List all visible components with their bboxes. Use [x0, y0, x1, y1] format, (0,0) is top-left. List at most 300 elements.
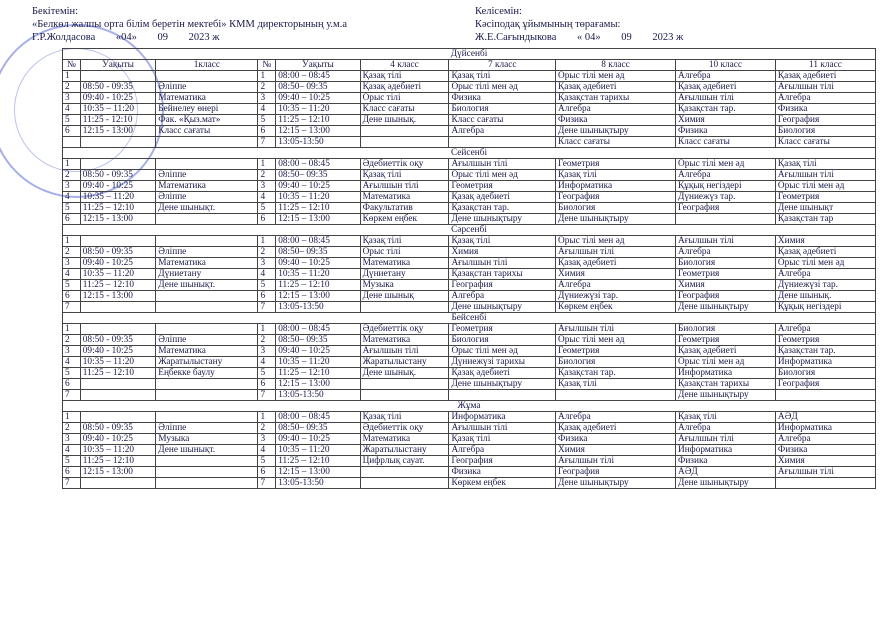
lesson-cell: Алгебра	[556, 104, 676, 115]
lesson-cell: Класс сағаты	[775, 137, 875, 148]
lesson-cell	[775, 390, 875, 401]
lesson-cell: Әліппе	[156, 423, 258, 434]
lesson-cell: Геометрия	[775, 335, 875, 346]
lesson-cell: География	[449, 280, 556, 291]
lesson-row	[63, 423, 876, 434]
lesson-cell: Дене шынықт.	[156, 445, 258, 456]
lesson-cell: 08:50 - 09:35	[80, 82, 156, 93]
lesson-cell: Физика	[556, 115, 676, 126]
lesson-cell: Биология	[775, 126, 875, 137]
lesson-cell: Қазақстан тар.	[449, 203, 556, 214]
lesson-cell: 12:15 – 13:00	[276, 379, 360, 390]
lesson-cell: 09:40 - 10:25	[80, 258, 156, 269]
lesson-cell: Алгебра	[675, 170, 775, 181]
lesson-cell: Музыка	[360, 280, 449, 291]
column-header: 1класс	[156, 60, 258, 71]
lesson-cell	[156, 137, 258, 148]
lesson-cell: 3	[63, 93, 81, 104]
lesson-cell: Дүниетану	[156, 269, 258, 280]
lesson-row	[63, 467, 876, 478]
lesson-cell: Орыс тілі	[360, 247, 449, 258]
lesson-row	[63, 258, 876, 269]
lesson-cell: Геометрия	[556, 346, 676, 357]
lesson-cell: Жаратылыстану	[156, 357, 258, 368]
agree-label: Келісемін:	[475, 6, 522, 17]
lesson-cell: 4	[258, 445, 276, 456]
lesson-cell: Алгебра	[775, 93, 875, 104]
lesson-cell: Әдебиеттік оқу	[360, 324, 449, 335]
lesson-cell	[556, 390, 676, 401]
lesson-cell: 4	[63, 104, 81, 115]
lesson-cell: Орыс тілі мен әд	[556, 236, 676, 247]
lesson-row	[63, 104, 876, 115]
lesson-cell	[80, 236, 156, 247]
lesson-cell: Геометрия	[775, 192, 875, 203]
lesson-cell: Қазақстан тар	[775, 214, 875, 225]
lesson-cell: Дене шынықт.	[156, 203, 258, 214]
lesson-cell: Қазақ әдебиеті	[449, 192, 556, 203]
lesson-row	[63, 93, 876, 104]
lesson-cell: Алгебра	[675, 423, 775, 434]
column-header: 8 класс	[556, 60, 676, 71]
lesson-cell: Әліппе	[156, 82, 258, 93]
lesson-cell: 08:50 - 09:35	[80, 335, 156, 346]
lesson-cell: Әліппе	[156, 192, 258, 203]
lesson-cell: 08:50 - 09:35	[80, 247, 156, 258]
lesson-cell: 09:40 – 10:25	[276, 346, 360, 357]
lesson-cell: Қазақстан тарихы	[675, 379, 775, 390]
lesson-cell: Орыс тілі мен әд	[775, 258, 875, 269]
lesson-cell	[80, 302, 156, 313]
lesson-cell: Ағылшын тілі	[449, 423, 556, 434]
lesson-row	[63, 247, 876, 258]
lesson-cell: 09:40 – 10:25	[276, 258, 360, 269]
lesson-cell: 2	[63, 423, 81, 434]
lesson-cell: 1	[258, 412, 276, 423]
lesson-cell: 3	[258, 346, 276, 357]
lesson-cell: География	[775, 115, 875, 126]
date-left-day: «04»	[115, 32, 137, 43]
lesson-cell: Алгебра	[449, 291, 556, 302]
lesson-cell: 3	[258, 258, 276, 269]
lesson-cell	[360, 302, 449, 313]
date-left-month: 09	[157, 32, 169, 43]
union-line: Кәсіподақ ұйымының төрағамы:	[475, 19, 621, 30]
lesson-cell: Информатика	[775, 423, 875, 434]
lesson-row	[63, 71, 876, 82]
lesson-cell: 6	[63, 291, 81, 302]
lesson-cell: Ағылшын тілі	[775, 467, 875, 478]
lesson-cell: Дене шынық	[360, 291, 449, 302]
lesson-cell: Орыс тілі мен әд	[675, 357, 775, 368]
lesson-cell: География	[449, 456, 556, 467]
lesson-cell	[80, 390, 156, 401]
lesson-row	[63, 368, 876, 379]
lesson-cell: 08:50 - 09:35	[80, 170, 156, 181]
director-name: Г.Р.Жолдасова	[32, 32, 96, 43]
lesson-cell: Қазақ тілі	[360, 71, 449, 82]
lesson-row	[63, 192, 876, 203]
lesson-cell: 6	[258, 467, 276, 478]
lesson-cell: Алгебра	[556, 280, 676, 291]
lesson-cell: 09:40 – 10:25	[276, 181, 360, 192]
lesson-cell	[156, 379, 258, 390]
lesson-cell: Ағылшын тілі	[556, 324, 676, 335]
lesson-cell: Қазақ әдебиеті	[556, 82, 676, 93]
lesson-cell: 7	[63, 390, 81, 401]
lesson-cell	[775, 478, 875, 489]
day-name: Жұма	[63, 401, 876, 412]
lesson-cell	[80, 412, 156, 423]
lesson-cell: Қазақ әдебиеті	[556, 423, 676, 434]
column-header: Уақыты	[80, 60, 156, 71]
lesson-row	[63, 379, 876, 390]
lesson-cell	[360, 390, 449, 401]
lesson-cell: Орыс тілі мен әд	[675, 159, 775, 170]
lesson-cell: 5	[258, 115, 276, 126]
lesson-cell: 7	[258, 390, 276, 401]
lesson-cell: Қазақ әдебиеті	[775, 247, 875, 258]
lesson-cell: Әліппе	[156, 170, 258, 181]
lesson-row	[63, 115, 876, 126]
lesson-cell: Музыка	[156, 434, 258, 445]
day-name: Дүйсенбі	[63, 49, 876, 60]
lesson-cell: 2	[63, 335, 81, 346]
lesson-cell: Дене шынықтыру	[556, 126, 676, 137]
lesson-cell: Дене шынықтыру	[556, 478, 676, 489]
lesson-cell: 11:25 – 12:10	[276, 115, 360, 126]
lesson-cell: 7	[258, 137, 276, 148]
lesson-cell: Геометрия	[449, 181, 556, 192]
lesson-row	[63, 181, 876, 192]
lesson-cell: 5	[63, 368, 81, 379]
lesson-cell: Информатика	[449, 412, 556, 423]
lesson-row	[63, 214, 876, 225]
column-header: Уақыты	[276, 60, 360, 71]
lesson-cell: 09:40 – 10:25	[276, 93, 360, 104]
lesson-cell: Еңбекке баулу	[156, 368, 258, 379]
lesson-cell: Класс сағаты	[556, 137, 676, 148]
lesson-cell: Алгебра	[449, 445, 556, 456]
lesson-cell: Ағылшын тілі	[360, 346, 449, 357]
lesson-cell: Қазақ тілі	[449, 434, 556, 445]
lesson-cell: 4	[63, 192, 81, 203]
lesson-cell: 4	[63, 269, 81, 280]
lesson-row	[63, 390, 876, 401]
lesson-cell: Математика	[156, 258, 258, 269]
lesson-cell: 2	[258, 423, 276, 434]
lesson-cell: 13:05-13:50	[276, 137, 360, 148]
lesson-cell: 1	[258, 324, 276, 335]
lesson-cell: 10:35 – 11:20	[276, 357, 360, 368]
union-name: Ж.Е.Сағындыкова	[475, 32, 557, 43]
lesson-cell: Қазақ әдебиеті	[675, 346, 775, 357]
lesson-cell: Орыс тілі	[360, 93, 449, 104]
lesson-cell: 10:35 – 11:20	[276, 104, 360, 115]
lesson-cell: Ағылшын тілі	[775, 82, 875, 93]
lesson-cell	[675, 214, 775, 225]
lesson-cell: 3	[63, 434, 81, 445]
lesson-cell: Математика	[360, 434, 449, 445]
lesson-cell: 3	[63, 258, 81, 269]
lesson-cell: 08:00 – 08:45	[276, 236, 360, 247]
lesson-cell: 7	[258, 478, 276, 489]
lesson-cell: 08:50– 09:35	[276, 335, 360, 346]
lesson-cell: География	[556, 192, 676, 203]
lesson-cell: Қазақ әдебиеті	[360, 82, 449, 93]
lesson-cell: 13:05-13:50	[276, 302, 360, 313]
lesson-cell	[80, 71, 156, 82]
lesson-cell: 2	[63, 247, 81, 258]
lesson-cell: 3	[63, 181, 81, 192]
lesson-cell: Ағылшын тілі	[675, 434, 775, 445]
day-header-row	[63, 148, 876, 159]
lesson-cell: Класс сағаты	[449, 115, 556, 126]
lesson-cell	[156, 159, 258, 170]
lesson-cell: Дүниежүзі тарихы	[449, 357, 556, 368]
lesson-cell: Дүниежүз тар.	[675, 192, 775, 203]
lesson-cell: 6	[258, 379, 276, 390]
lesson-cell: Алгебра	[675, 71, 775, 82]
lesson-cell: Дене шынық.	[360, 115, 449, 126]
lesson-cell: Физика	[675, 456, 775, 467]
lesson-cell: Қазақ тілі	[556, 379, 676, 390]
lesson-cell: 12:15 - 13:00	[80, 126, 156, 137]
lesson-cell: Химия	[449, 247, 556, 258]
lesson-row	[63, 82, 876, 93]
lesson-row	[63, 434, 876, 445]
lesson-cell: 11:25 – 12:10	[276, 368, 360, 379]
lesson-cell: Физика	[675, 126, 775, 137]
lesson-cell: Биология	[775, 368, 875, 379]
lesson-cell: Дене шынықтыру	[675, 478, 775, 489]
lesson-cell: 11:25 - 12:10	[80, 115, 156, 126]
lesson-cell: 10:35 – 11:20	[80, 104, 156, 115]
lesson-cell: Алгебра	[556, 412, 676, 423]
day-header-row	[63, 401, 876, 412]
lesson-cell: 13:05-13:50	[276, 390, 360, 401]
day-name: Сәрсенбі	[63, 225, 876, 236]
lesson-cell: 2	[258, 82, 276, 93]
lesson-cell	[360, 478, 449, 489]
lesson-cell: Дене шынықтыру	[449, 379, 556, 390]
lesson-cell: Дене шынық.	[360, 368, 449, 379]
lesson-cell: 2	[258, 335, 276, 346]
lesson-cell: 10:35 – 11:20	[80, 445, 156, 456]
lesson-cell: 10:35 – 11:20	[276, 445, 360, 456]
lesson-cell: 09:40 - 10:25	[80, 434, 156, 445]
lesson-row	[63, 456, 876, 467]
lesson-cell: Дене шынықтыру	[449, 214, 556, 225]
lesson-cell: Биология	[675, 324, 775, 335]
lesson-cell: 6	[63, 214, 81, 225]
lesson-cell: Жаратылыстану	[360, 357, 449, 368]
lesson-cell: 2	[258, 247, 276, 258]
day-header-row	[63, 225, 876, 236]
lesson-cell: Қазақ тілі	[360, 412, 449, 423]
lesson-cell: Дене шынықт.	[156, 280, 258, 291]
lesson-cell: Қазақ тілі	[360, 236, 449, 247]
lesson-cell: 3	[63, 346, 81, 357]
lesson-cell: Қазақ тілі	[449, 236, 556, 247]
lesson-cell: Орыс тілі мен әд	[556, 71, 676, 82]
lesson-cell: 5	[258, 456, 276, 467]
lesson-cell: 10:35 – 11:20	[80, 269, 156, 280]
lesson-cell: 12:15 - 13:00	[80, 467, 156, 478]
approve-label: Бекітемін:	[32, 6, 79, 17]
lesson-row	[63, 357, 876, 368]
day-header-row	[63, 49, 876, 60]
lesson-cell: Информатика	[675, 445, 775, 456]
lesson-cell: Геометрия	[675, 269, 775, 280]
lesson-cell: Қазақстан тарихы	[449, 269, 556, 280]
lesson-cell: Қазақстан тар.	[675, 104, 775, 115]
lesson-cell	[360, 379, 449, 390]
lesson-cell	[156, 412, 258, 423]
lesson-cell: 7	[63, 478, 81, 489]
lesson-cell: Химия	[675, 115, 775, 126]
lesson-row	[63, 324, 876, 335]
school-line: «Белкөл жалпы орта білім беретін мектебі» КММ директорының у.м.а	[32, 19, 347, 30]
lesson-cell	[156, 324, 258, 335]
lesson-cell: Дене шынықт	[775, 203, 875, 214]
lesson-cell: Дене шынық.	[775, 291, 875, 302]
lesson-row	[63, 269, 876, 280]
lesson-cell: География	[556, 467, 676, 478]
lesson-cell: 09:40 - 10:25	[80, 181, 156, 192]
lesson-cell: 4	[258, 357, 276, 368]
lesson-cell: 4	[258, 192, 276, 203]
lesson-cell: Ағылшын тілі	[449, 159, 556, 170]
lesson-cell: Биология	[556, 203, 676, 214]
lesson-cell: Бейнелеу өнері	[156, 104, 258, 115]
lesson-cell: Биология	[675, 258, 775, 269]
lesson-cell: Әдебиеттік оқу	[360, 423, 449, 434]
lesson-cell: Математика	[156, 181, 258, 192]
lesson-cell: 10:35 – 11:20	[276, 269, 360, 280]
lesson-row	[63, 478, 876, 489]
lesson-row	[63, 346, 876, 357]
lesson-cell: 10:35 – 11:20	[276, 192, 360, 203]
lesson-cell: Жаратылыстану	[360, 445, 449, 456]
column-header: 11 класс	[775, 60, 875, 71]
lesson-cell: Алгебра	[775, 434, 875, 445]
lesson-cell: 10:35 – 11:20	[80, 192, 156, 203]
lesson-cell: Математика	[360, 192, 449, 203]
lesson-cell: 13:05-13:50	[276, 478, 360, 489]
lesson-row	[63, 280, 876, 291]
lesson-cell: 6	[63, 467, 81, 478]
lesson-cell: Дене шынықтыру	[675, 302, 775, 313]
lesson-cell: Химия	[556, 269, 676, 280]
lesson-cell: Алгебра	[675, 247, 775, 258]
lesson-cell: АӘД	[675, 467, 775, 478]
day-name: Бейсенбі	[63, 313, 876, 324]
lesson-cell: 5	[63, 456, 81, 467]
lesson-cell: Информатика	[675, 368, 775, 379]
lesson-cell: Дүниетану	[360, 269, 449, 280]
column-header: №	[258, 60, 276, 71]
lesson-row	[63, 335, 876, 346]
lesson-cell	[80, 137, 156, 148]
lesson-cell: 3	[258, 434, 276, 445]
lesson-cell: 1	[63, 159, 81, 170]
lesson-cell: Биология	[556, 357, 676, 368]
lesson-cell	[156, 467, 258, 478]
lesson-cell: Математика	[156, 93, 258, 104]
lesson-cell: Әліппе	[156, 247, 258, 258]
lesson-cell: 1	[258, 236, 276, 247]
lesson-cell: Орыс тілі мен әд	[556, 335, 676, 346]
lesson-cell: 12:15 – 13:00	[276, 126, 360, 137]
lesson-cell: Дене шынықтыру	[675, 390, 775, 401]
lesson-cell: 2	[63, 82, 81, 93]
lesson-cell: 11:25 – 12:10	[276, 203, 360, 214]
lesson-cell: Информатика	[556, 181, 676, 192]
lesson-cell: Құқық негіздері	[775, 302, 875, 313]
column-header-row	[63, 60, 876, 71]
lesson-cell: 6	[258, 126, 276, 137]
lesson-cell: 1	[63, 324, 81, 335]
lesson-cell: АӘД	[775, 412, 875, 423]
lesson-cell: 5	[63, 203, 81, 214]
lesson-cell: Физика	[556, 434, 676, 445]
lesson-cell: Қазақ тілі	[675, 412, 775, 423]
lesson-cell: Дүниежүзі тар.	[556, 291, 676, 302]
lesson-cell: 11:25 – 12:10	[80, 456, 156, 467]
lesson-cell: 1	[63, 412, 81, 423]
lesson-cell: Физика	[449, 467, 556, 478]
lesson-cell: Класс сағаты	[360, 104, 449, 115]
lesson-cell	[156, 236, 258, 247]
lesson-cell: Химия	[775, 236, 875, 247]
lesson-cell: Биология	[449, 104, 556, 115]
lesson-cell: 08:00 – 08:45	[276, 71, 360, 82]
lesson-cell: 08:50 - 09:35	[80, 423, 156, 434]
lesson-cell: Цифрлық сауат.	[360, 456, 449, 467]
lesson-cell: 4	[63, 445, 81, 456]
lesson-cell: 3	[258, 93, 276, 104]
lesson-cell	[156, 456, 258, 467]
lesson-cell: 12:15 – 13:00	[276, 467, 360, 478]
lesson-cell	[360, 467, 449, 478]
lesson-cell	[449, 137, 556, 148]
lesson-cell: 09:40 – 10:25	[276, 434, 360, 445]
lesson-cell: Қазақ әдебиеті	[775, 71, 875, 82]
lesson-cell: Қазақстан тарихы	[556, 93, 676, 104]
lesson-cell: 2	[63, 170, 81, 181]
lesson-cell: 1	[258, 71, 276, 82]
lesson-row	[63, 170, 876, 181]
lesson-cell: Ағылшын тілі	[556, 456, 676, 467]
lesson-cell: 12:15 - 13:00	[80, 291, 156, 302]
date-right-day: « 04»	[577, 32, 601, 43]
lesson-cell: 09:40 - 10:25	[80, 93, 156, 104]
lesson-cell: 5	[258, 368, 276, 379]
lesson-cell: Физика	[775, 104, 875, 115]
lesson-cell: 12:15 - 13:00	[80, 214, 156, 225]
lesson-row	[63, 291, 876, 302]
lesson-cell: 6	[258, 214, 276, 225]
date-right-month: 09	[621, 32, 632, 43]
lesson-cell	[360, 126, 449, 137]
lesson-cell: Химия	[775, 456, 875, 467]
lesson-row	[63, 159, 876, 170]
lesson-cell: Көркем еңбек	[360, 214, 449, 225]
lesson-cell: География	[775, 379, 875, 390]
lesson-cell: Алгебра	[775, 269, 875, 280]
date-left-year: 2023 ж	[188, 32, 220, 43]
